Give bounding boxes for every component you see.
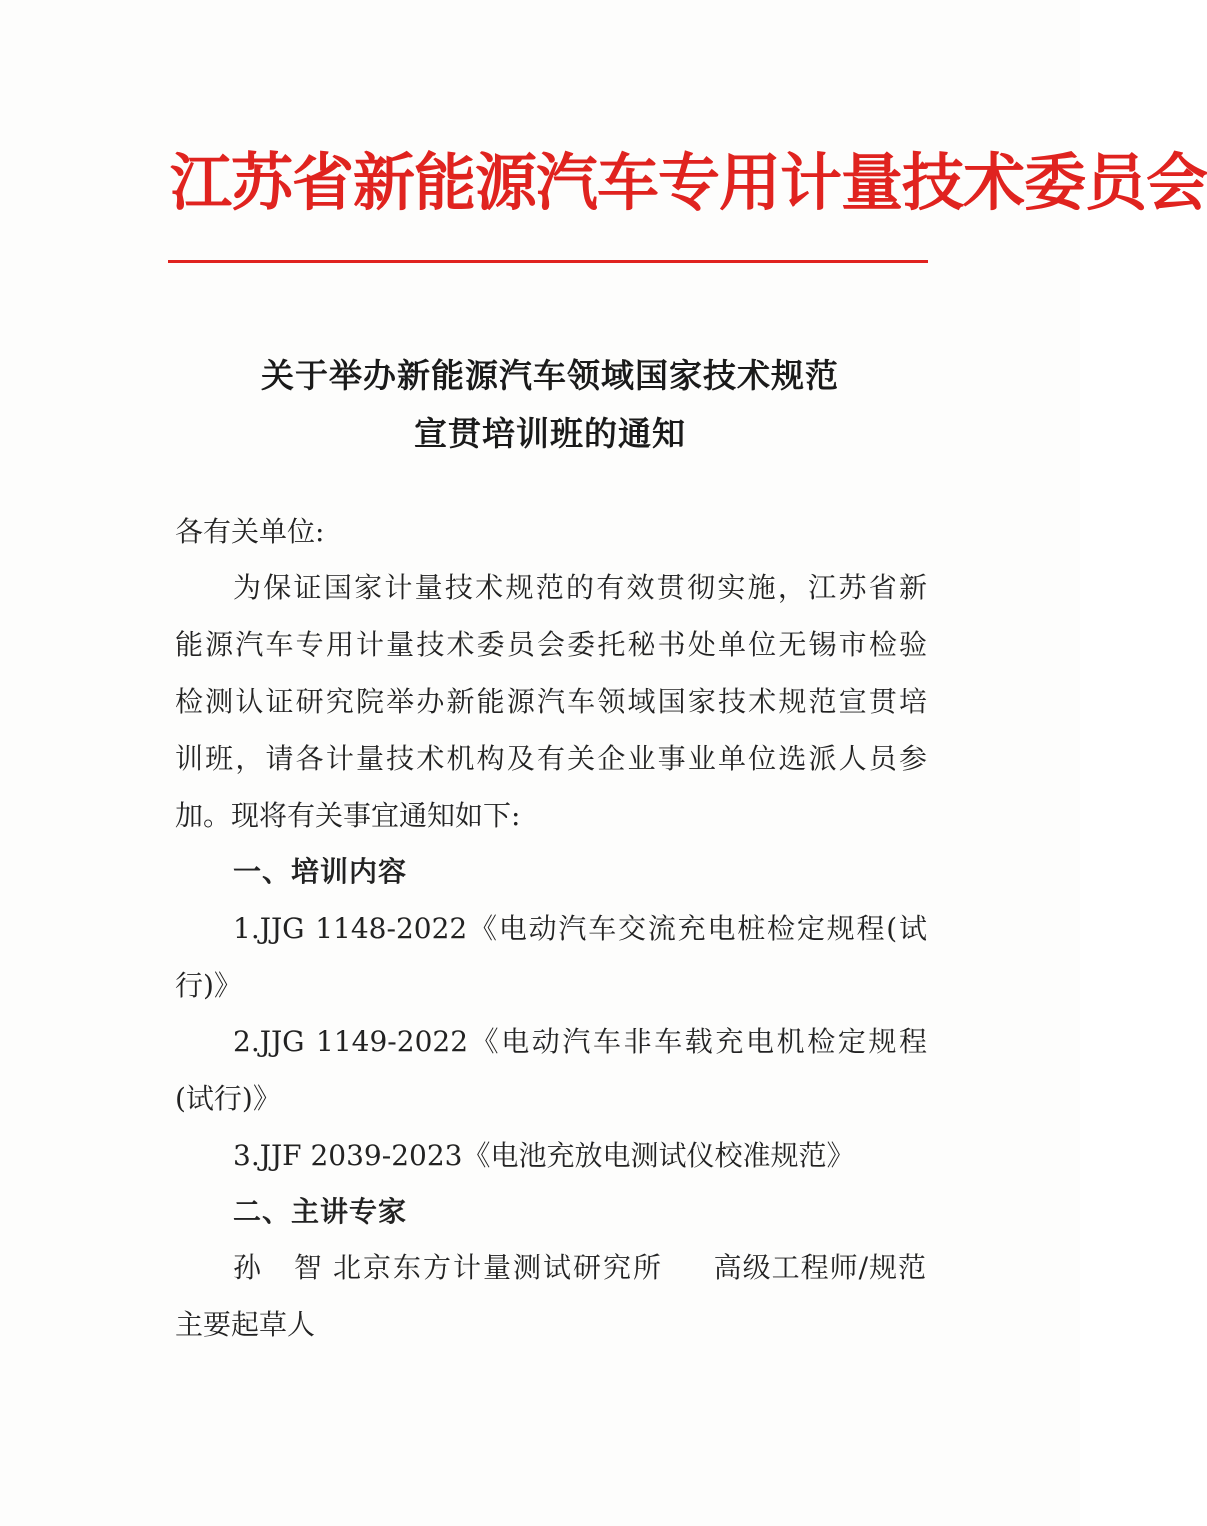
salutation: 各有关单位: xyxy=(175,515,325,548)
expert-name: 孙 智 xyxy=(233,1251,334,1284)
letterhead-org-name: 江苏省新能源汽车专用计量技术委员会 xyxy=(170,146,1207,219)
intro-line-3: 检测认证研究院举办新能源汽车领域国家技术规范宣贯培 xyxy=(175,685,927,718)
training-item-1-line-2: 行)》 xyxy=(175,969,242,1002)
expert-title-continued: 主要起草人 xyxy=(175,1308,316,1341)
document-title-line-2: 宣贯培训班的通知 xyxy=(414,414,686,453)
intro-line-5: 加。现将有关事宜通知如下: xyxy=(175,799,521,832)
section-2-heading: 二、主讲专家 xyxy=(233,1195,408,1228)
training-item-3: 3.JJF 2039-2023《电池充放电测试仪校准规范》 xyxy=(233,1139,855,1172)
expert-organization: 北京东方计量测试研究所 xyxy=(333,1251,664,1284)
intro-line-1: 为保证国家计量技术规范的有效贯彻实施，江苏省新 xyxy=(233,571,927,604)
document-title-line-1: 关于举办新能源汽车领域国家技术规范 xyxy=(261,356,839,395)
training-item-1-line-1: 1.JJG 1148-2022《电动汽车交流充电桩检定规程(试 xyxy=(233,912,927,945)
intro-line-2: 能源汽车专用计量技术委员会委托秘书处单位无锡市检验 xyxy=(175,628,927,661)
expert-row xyxy=(233,1248,927,1288)
intro-line-4: 训班，请各计量技术机构及有关企业事业单位选派人员参 xyxy=(175,742,927,775)
expert-title: 高级工程师/规范 xyxy=(713,1251,927,1284)
training-item-2-line-1: 2.JJG 1149-2022《电动汽车非车载充电机检定规程 xyxy=(233,1025,927,1058)
section-1-heading: 一、培训内容 xyxy=(233,855,408,888)
letterhead-red-rule xyxy=(168,260,928,263)
training-item-2-line-2: (试行)》 xyxy=(175,1082,281,1115)
